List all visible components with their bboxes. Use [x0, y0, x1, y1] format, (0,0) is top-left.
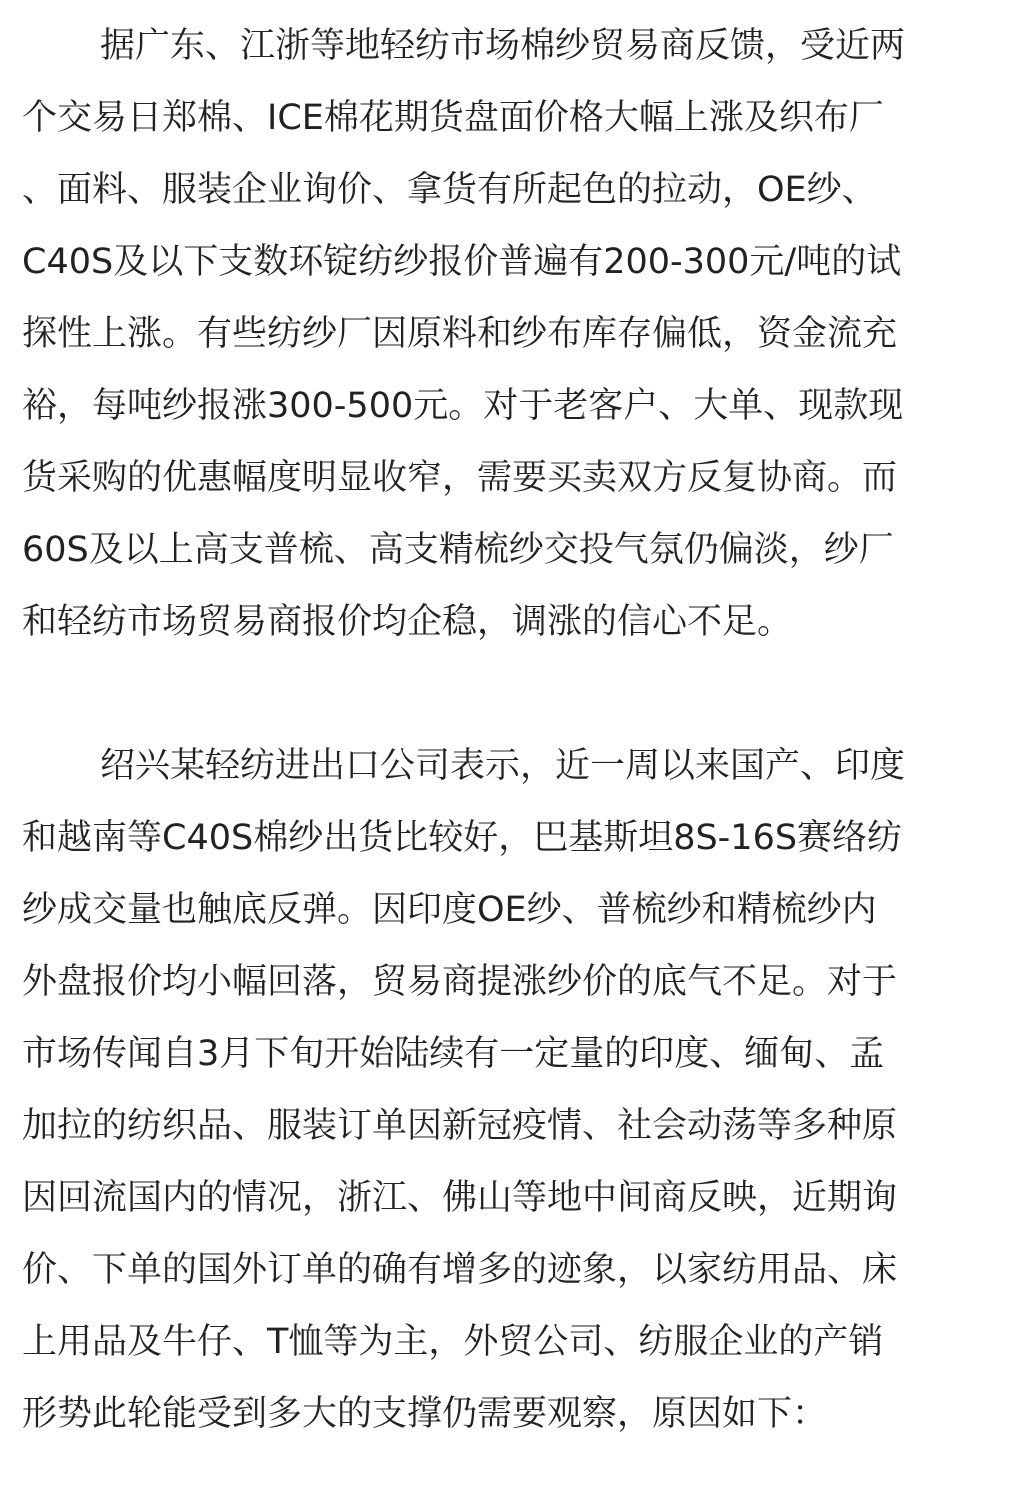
text-line: 和越南等C40S棉纱出货比较好，巴基斯坦8S-16S赛络纺 [22, 818, 903, 858]
text-line: 货采购的优惠幅度明显收窄，需要买卖双方反复协商。而 [22, 458, 898, 498]
text-line: 60S及以上高支普梳、高支精梳纱交投气氛仍偏淡，纱厂 [22, 530, 894, 570]
text-line: 价、下单的国外订单的确有增多的迹象，以家纺用品、床 [22, 1250, 898, 1290]
text-line: 据广东、江浙等地轻纺市场棉纱贸易商反馈，受近两 [100, 26, 906, 66]
text-line: 纱成交量也触底反弹。因印度OE纱、普梳纱和精梳纱内 [22, 890, 877, 930]
text-line: 绍兴某轻纺进出口公司表示，近一周以来国产、印度 [100, 746, 906, 786]
text-line: 探性上涨。有些纺纱厂因原料和纱布库存偏低，资金流充 [22, 314, 898, 354]
text-line: 和轻纺市场贸易商报价均企稳，调涨的信心不足。 [22, 602, 793, 642]
text-line: C40S及以下支数环锭纺纱报价普遍有200-300元/吨的试 [22, 242, 902, 282]
text-line: 因回流国内的情况，浙江、佛山等地中间商反映，近期询 [22, 1178, 898, 1218]
text-line: 市场传闻自3月下旬开始陆续有一定量的印度、缅甸、孟 [22, 1034, 885, 1074]
paragraph-1 [22, 10, 998, 658]
paragraph-2 [22, 730, 998, 1450]
text-line: 上用品及牛仔、T恤等为主，外贸公司、纺服企业的产销 [22, 1322, 884, 1362]
text-line: 个交易日郑棉、ICE棉花期货盘面价格大幅上涨及织布厂 [22, 98, 884, 138]
text-line: 裕，每吨纱报涨300-500元。对于老客户、大单、现款现 [22, 386, 904, 426]
text-line: 形势此轮能受到多大的支撑仍需要观察，原因如下： [22, 1394, 828, 1434]
text-line: 加拉的纺织品、服装订单因新冠疫情、社会动荡等多种原 [22, 1106, 898, 1146]
text-line: 外盘报价均小幅回落，贸易商提涨纱价的底气不足。对于 [22, 962, 898, 1002]
text-line: 、面料、服装企业询价、拿货有所起色的拉动，OE纱、 [22, 170, 877, 210]
